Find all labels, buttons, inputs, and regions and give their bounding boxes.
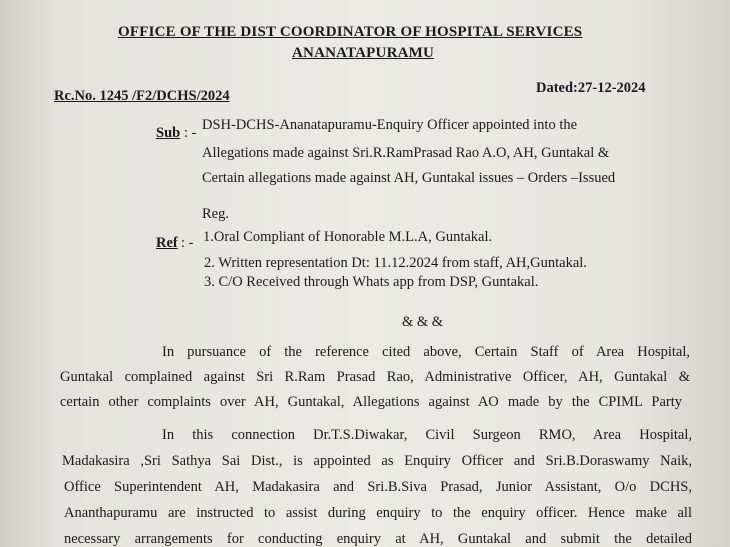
- reference-item: 3. C/O Received through Whats app from DSP, Guntakal.: [204, 274, 539, 290]
- office-title: OFFICE OF THE DIST COORDINATOR OF HOSPITAL SERVICES: [118, 24, 583, 40]
- paragraph-line: In this connection Dr.T.S.Diwakar, Civil Surgeon RMO, Area Hospital,: [162, 427, 692, 443]
- reference-separator: : -: [181, 235, 194, 251]
- subject-line: Allegations made against Sri.R.RamPrasad Rao A.O, AH, Guntakal &: [202, 145, 610, 161]
- subject-line: DSH-DCHS-Ananatapuramu-Enquiry Officer appointed into the: [202, 117, 578, 133]
- paragraph-line: Office Superintendent AH, Madakasira and Sri.B.Siva Prasad, Junior Assistant, O/o DCHS,: [64, 479, 692, 495]
- rc-number: Rc.No. 1245 /F2/DCHS/2024: [54, 88, 230, 104]
- office-place: ANANATAPURAMU: [292, 45, 435, 61]
- paragraph-line: certain other complaints over AH, Guntakal, Allegations against AO made by the CPIML Party: [60, 394, 682, 410]
- dated: Dated:27-12-2024: [536, 80, 646, 96]
- paragraph-line: Ananthapuramu are instructed to assist during enquiry to the enquiry officer. Hence make all: [64, 505, 692, 521]
- paragraph-line: necessary arrangements for conducting enquiry at AH, Guntakal and submit the detailed: [64, 531, 692, 547]
- reference-label: Ref: [156, 235, 178, 251]
- section-divider: & & &: [402, 314, 444, 330]
- subject-separator: : -: [184, 125, 197, 141]
- paragraph-line: In pursuance of the reference cited above, Certain Staff of Area Hospital,: [162, 344, 690, 360]
- paragraph-line: Guntakal complained against Sri R.Ram Prasad Rao, Administrative Officer, AH, Guntakal &: [60, 369, 690, 385]
- subject-label: Sub: [156, 125, 181, 141]
- reference-item: 2. Written representation Dt: 11.12.2024 from staff, AH,Guntakal.: [204, 255, 587, 271]
- subject-line: Certain allegations made against AH, Guntakal issues – Orders –Issued: [202, 170, 616, 186]
- subject-line: Reg.: [202, 206, 229, 222]
- reference-item: 1.Oral Compliant of Honorable M.L.A, Guntakal.: [203, 229, 493, 245]
- paragraph-line: Madakasira ,Sri Sathya Sai Dist., is appointed as Enquiry Officer and Sri.B.Doraswamy Naik,: [62, 453, 692, 469]
